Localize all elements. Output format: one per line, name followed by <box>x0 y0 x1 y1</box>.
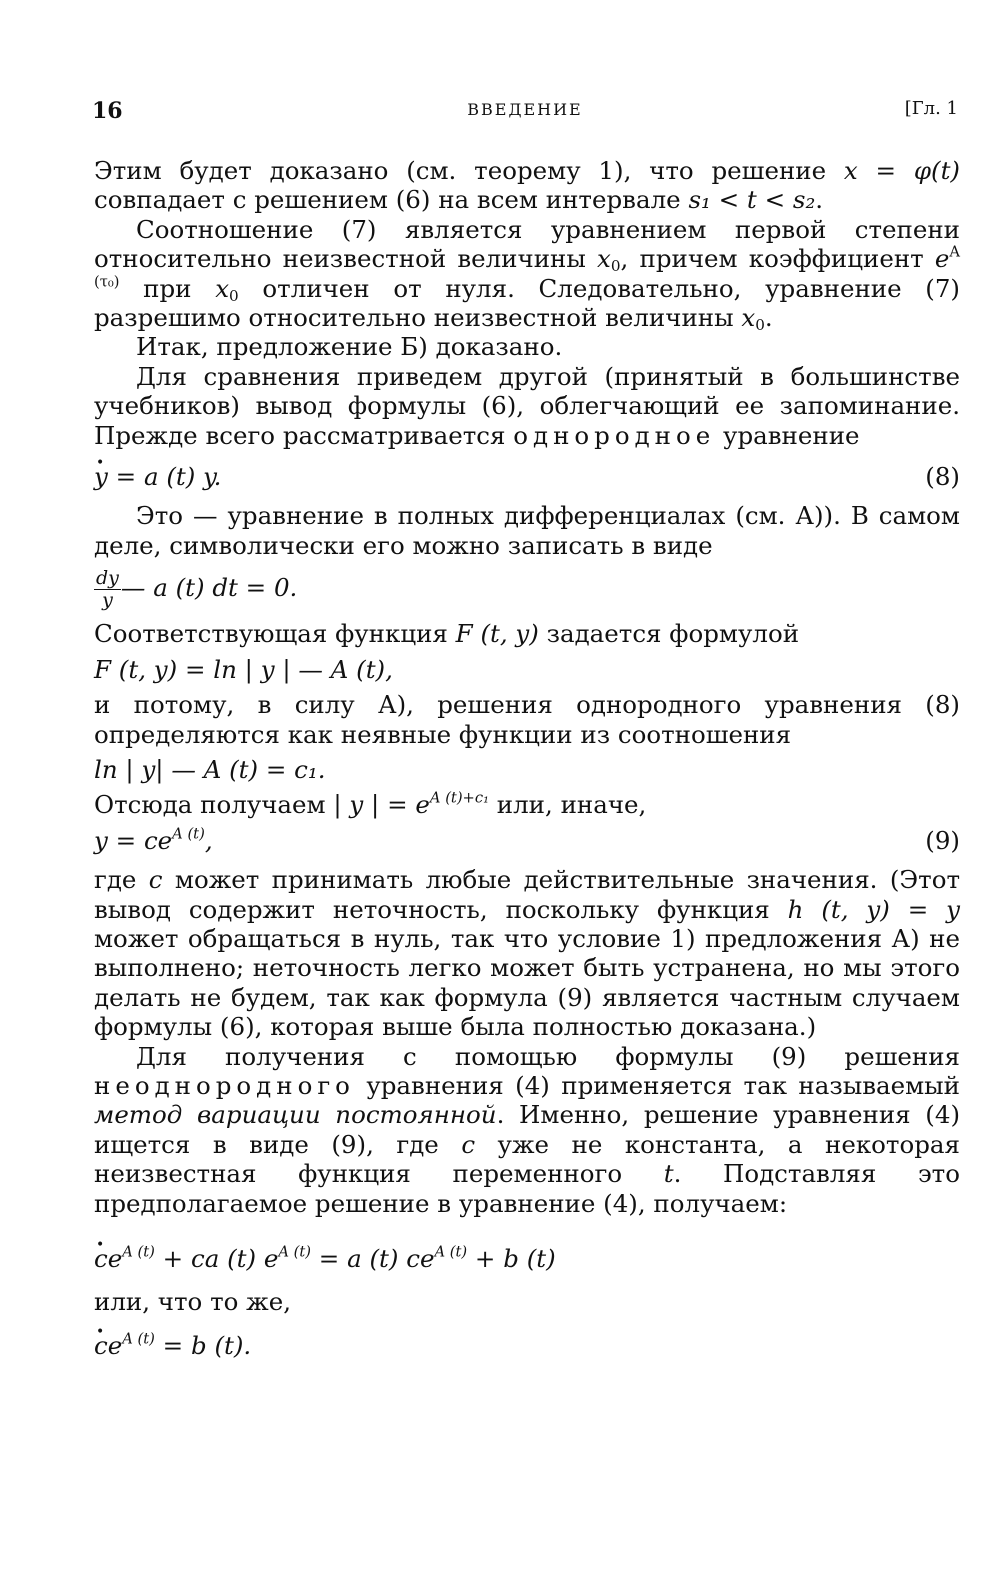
paragraph-10: Для получения с помощью формулы (9) решения неоднородного уравнения (4) применяется так называемый метод вариации постоянной. Именно, решение уравнения (4) ищется в виде (9), где c уже не константа, а некоторая неизвестная функция переменного t. Подставляя это предполагаемое решение в уравнение (4), получаем: <box>94 1041 960 1218</box>
paragraph-7: и потому, в силу А), решения однородного уравнения (8) определяются как неявные функции из соотношения <box>94 690 960 749</box>
paragraph-8: Отсюда получаем | y | = $e^{A (t)+c_1}$ или, иначе, <box>94 790 647 820</box>
paragraph-11: или, что то же, <box>94 1287 292 1317</box>
paragraph-6: Соответствующая функция F (t, y) задается формулой <box>94 619 800 649</box>
paragraph-4: Для сравнения приведем другой (принятый в большинстве учебников) вывод формулы (6), облегчающий ее запоминание. Прежде всего рассматривается однородное уравнение <box>94 361 960 450</box>
page-body <box>94 156 960 1360</box>
fraction: $\frac{dy}{y}$ <box>96 567 119 612</box>
page-number: 16 <box>92 98 123 124</box>
equation-8: • y = a (t) y. (8) <box>94 462 960 491</box>
equation-differential: $\frac{dy}{y}$ — a (t) dt = 0. <box>96 567 298 612</box>
paragraph-3: Итак, предложение Б) доказано. <box>136 332 563 362</box>
equation-substitution: • $ce^{A (t)}$ + ca (t) $e^{A (t)} = a$ (t) $ce^{A (t)} + b$ (t) <box>94 1244 960 1273</box>
equation-final: • $ce^{A (t)} = b$ (t). <box>94 1331 960 1360</box>
chapter-label: [Гл. 1 <box>904 98 958 119</box>
equation-9: $y = ce^{A (t)}$, (9) <box>94 825 960 855</box>
running-title: ВВЕДЕНИЕ <box>467 100 583 119</box>
paragraph-5: Это — уравнение в полных дифференциалах (см. А)). В самом деле, символически его можно записать в виде <box>94 501 960 560</box>
paragraph-2: Соотношение (7) является уравнением первой степени относительно неизвестной величины $x_0$, причем коэффициент $e^{A (\tau_0)}$ при $x_0$ отличен от нуля. Следовательно, уравнение (7) разрешимо относительно неизвестной величины $x_0$. <box>94 214 961 334</box>
equation-number: (8) <box>925 462 960 492</box>
equation-ln: ln | y| — A (t) = c₁. <box>94 754 326 784</box>
paragraph-9: где c может принимать любые действительные значения. (Этот вывод содержит неточность, поскольку функция h (t, y) = y может обращаться в нуль, так что условие 1) предложения А) не выполнено; неточность легко может быть устранена, но мы этого делать не будем, так как формула (9) является частным случаем формулы (6), которая выше была полностью доказана.) <box>94 865 960 1042</box>
paragraph-1: Этим будет доказано (см. теорему 1), что решение x = φ(t) совпадает с решением (6) на всем интервале s₁ < t < s₂. <box>94 156 960 215</box>
equation-number: (9) <box>925 825 960 855</box>
equation-F: F (t, y) = ln | y | — A (t), <box>94 654 393 684</box>
page-header <box>92 98 958 130</box>
